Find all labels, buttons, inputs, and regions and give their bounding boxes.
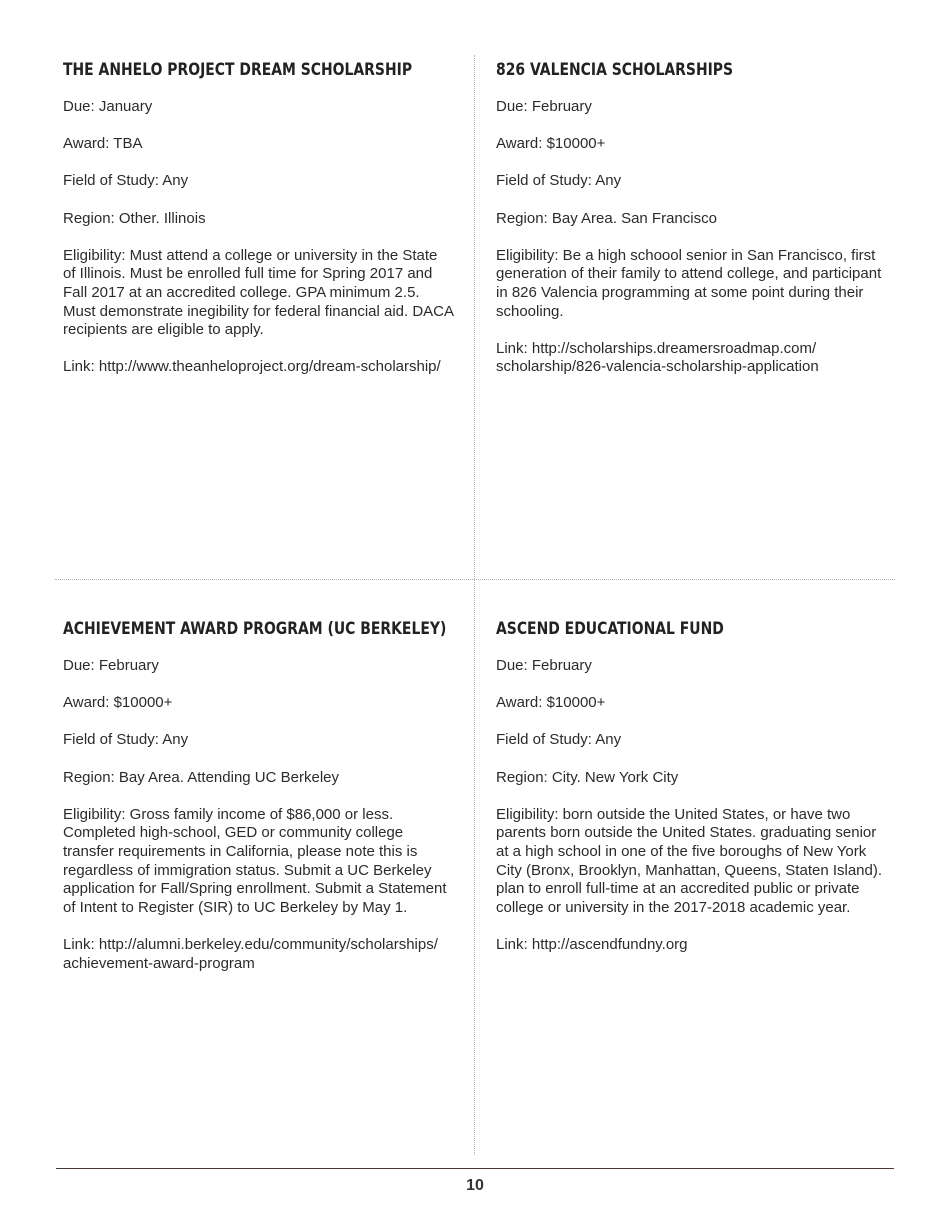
scholarship-card [63, 617, 463, 973]
region: Region: City. New York City [496, 768, 679, 786]
scholarship-card [496, 58, 886, 377]
eligibility-line: in 826 Valencia programming at some point during their [496, 283, 864, 301]
eligibility-line: plan to enroll full-time at an accredited public or private [496, 880, 860, 898]
eligibility-line: college or university in the 2017-2018 academic year. [496, 898, 851, 916]
award-amount: Award: TBA [63, 135, 143, 153]
eligibility-line: Eligibility: born outside the United States, or have two [496, 805, 851, 823]
region: Region: Bay Area. San Francisco [496, 209, 717, 227]
eligibility-line: regardless of immigration status. Submit a UC Berkeley [63, 861, 432, 879]
due-date: Due: February [63, 657, 159, 674]
vertical-divider [474, 55, 475, 1155]
eligibility-line: transfer requirements in California, please note this is [63, 842, 418, 860]
eligibility-line: of Intent to Register (SIR) to UC Berkeley by May 1. [63, 898, 408, 916]
scholarship-link[interactable] [63, 936, 463, 973]
eligibility-line: recipients are eligible to apply. [63, 321, 264, 339]
scholarship-title: 826 VALENCIA SCHOLARSHIPS [496, 60, 734, 80]
scholarship-link[interactable] [496, 340, 886, 377]
eligibility-line: Must demonstrate inegibility for federal financial aid. DACA [63, 302, 455, 320]
eligibility-line: application for Fall/Spring enrollment. Submit a Statement [63, 880, 447, 898]
link-line[interactable]: Link: http://scholarships.dreamersroadmap.com/ [496, 339, 817, 357]
eligibility-line: Eligibility: Gross family income of $86,000 or less. [63, 805, 394, 823]
eligibility-line: schooling. [496, 302, 564, 320]
award-amount: Award: $10000+ [63, 694, 173, 712]
eligibility-line: City (Bronx, Brooklyn, Manhattan, Queens, Staten Island). [496, 861, 883, 879]
scholarship-title: THE ANHELO PROJECT DREAM SCHOLARSHIP [63, 60, 413, 80]
eligibility-line: Eligibility: Must attend a college or university in the State [63, 246, 438, 264]
horizontal-divider [55, 579, 895, 580]
scholarship-link[interactable] [63, 358, 463, 377]
scholarship-title: ASCEND EDUCATIONAL FUND [496, 619, 724, 639]
award-amount: Award: $10000+ [496, 135, 606, 153]
eligibility [496, 247, 886, 321]
field-of-study: Field of Study: Any [496, 172, 622, 190]
link-line[interactable]: scholarship/826-valencia-scholarship-application [496, 358, 819, 376]
link-line[interactable]: Link: http://alumni.berkeley.edu/community/scholarships/ [63, 935, 438, 953]
link-line[interactable]: Link: http://ascendfundny.org [496, 935, 688, 953]
field-of-study: Field of Study: Any [496, 731, 622, 749]
eligibility-line: of Illinois. Must be enrolled full time for Spring 2017 and [63, 265, 433, 283]
due-date: Due: February [496, 657, 592, 674]
region: Region: Bay Area. Attending UC Berkeley [63, 768, 339, 786]
eligibility-line: parents born outside the United States. graduating senior [496, 824, 877, 842]
region: Region: Other. Illinois [63, 209, 206, 227]
scholarship-title: ACHIEVEMENT AWARD PROGRAM (UC BERKELEY) [63, 619, 447, 639]
eligibility [63, 806, 463, 918]
eligibility [496, 806, 886, 918]
due-date: Due: January [63, 98, 153, 115]
eligibility-line: generation of their family to attend college, and participant [496, 265, 882, 283]
eligibility-line: at a high school in one of the five boroughs of New York [496, 842, 867, 860]
field-of-study: Field of Study: Any [63, 731, 189, 749]
scholarship-link[interactable] [496, 936, 886, 955]
scholarship-card [496, 617, 886, 955]
link-line[interactable]: achievement-award-program [63, 954, 255, 972]
field-of-study: Field of Study: Any [63, 172, 189, 190]
footer-rule [56, 1168, 894, 1169]
eligibility-line: Completed high-school, GED or community college [63, 824, 404, 842]
eligibility-line: Fall 2017 at an accredited college. GPA minimum 2.5. [63, 283, 420, 301]
link-line[interactable]: Link: http://www.theanheloproject.org/dream-scholarship/ [63, 358, 441, 376]
scholarship-card [63, 58, 463, 377]
eligibility-line: Eligibility: Be a high schoool senior in San Francisco, first [496, 246, 876, 264]
page-number: 10 [466, 1177, 484, 1194]
due-date: Due: February [496, 98, 592, 115]
award-amount: Award: $10000+ [496, 694, 606, 712]
eligibility [63, 247, 463, 340]
